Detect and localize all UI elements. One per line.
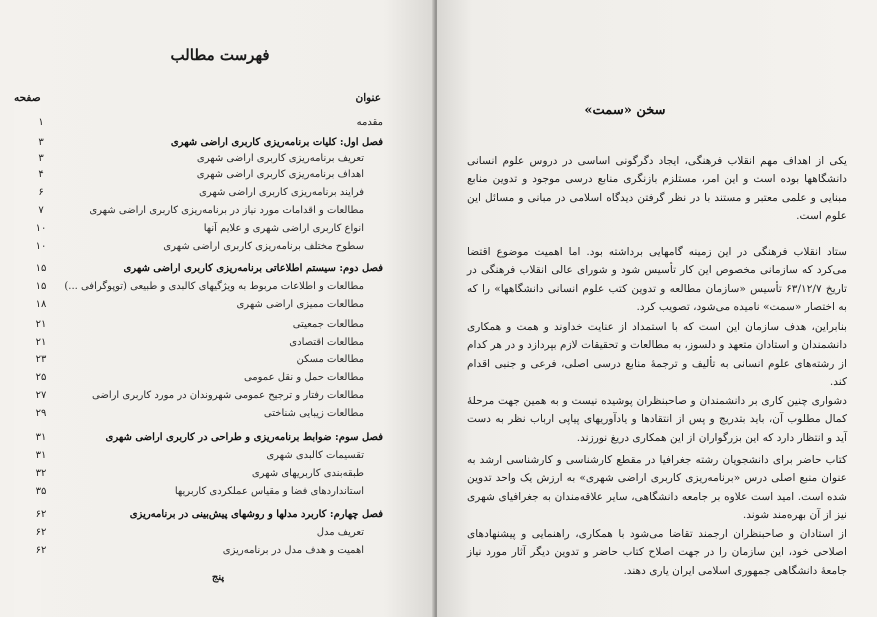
toc-row <box>0 371 436 387</box>
toc-entry-title: فرایند برنامه‌ریزی کاربری اراضی شهری <box>199 187 364 198</box>
toc-header-title: عنوان <box>355 92 381 104</box>
toc-entry-title: مطالعات جمعیتی <box>292 319 364 330</box>
foreword-paragraph-1: یکی از اهداف مهم انقلاب فرهنگی، ایجاد دگرگونی اساسی در دروس علوم انسانی دانشگاهها بوده است و این امر، مستلزم بازنگری منابع درسی موجود و تدوین منابع مبنایی و علمی معتبر و مستند با در نظر گرفتن دیدگاه اسلامی در مبانی و مسائل این علوم است. <box>467 155 847 222</box>
toc-entry-page: ۱۵ <box>35 263 47 274</box>
toc-entry-page: ۱۰ <box>35 223 47 234</box>
toc-chapter-row <box>0 262 436 278</box>
toc-row <box>0 336 436 352</box>
toc-row <box>0 389 436 405</box>
foreword-page <box>437 0 877 617</box>
toc-entry-title: مطالعات رفتار و ترجیح عمومی شهروندان در مورد کاربری اراضی <box>92 390 364 401</box>
foreword-paragraph-5: کتاب حاضر برای دانشجویان رشته جغرافیا در مقطع کارشناسی و کارشناسی ارشد به عنوان منبع اصلی درس «برنامه‌ریزی کاربری اراضی شهری» به ارزش یک واحد تدوین شده است. امید است علاوه بر جامعه دانشگاهی، سایر علاقه‌مندان به جغرافیای شهری نیز از آن بهره‌مند شوند. <box>467 454 847 521</box>
toc-entry-title: سطوح مختلف برنامه‌ریزی کاربری اراضی شهری <box>163 241 364 252</box>
toc-row <box>0 526 436 542</box>
toc-row <box>0 298 436 314</box>
toc-header-page: صفحه <box>14 92 41 617</box>
foreword-paragraph-3: بنابراین، هدف سازمان این است که با استمداد از عنایت خداوند و همت و همکاری دانشمندان و استادان متعهد و دلسوز، به مطالعات و تحقیقات لازم بپردازد و در هر کدام از رشته‌های علوم انسانی به تألیف و ترجمهٔ منابع درسی اصلی، فرعی و جنبی اقدام کند. <box>467 321 847 388</box>
toc-entry-page: ۷ <box>38 205 44 216</box>
page-folio: پنج <box>211 572 225 583</box>
toc-entry-page: ۲۳ <box>35 354 47 365</box>
toc-entry-title: مطالعات ممیزی اراضی شهری <box>236 299 364 310</box>
toc-entry-title: تقسیمات کالبدی شهری <box>266 450 364 461</box>
toc-entry-page: ۲۱ <box>35 337 47 348</box>
toc-row <box>0 467 436 483</box>
toc-entry-title: تعریف برنامه‌ریزی کاربری اراضی شهری <box>196 153 364 164</box>
toc-entry-page: ۱۸ <box>35 299 47 310</box>
toc-entry-title: فصل دوم: سیستم اطلاعاتی برنامه‌ریزی کاربری اراضی شهری <box>123 263 383 274</box>
toc-entry-title: فصل سوم: ضوابط برنامه‌ریزی و طراحی در کاربری اراضی شهری <box>105 432 383 443</box>
toc-entry-page: ۲۷ <box>35 390 47 401</box>
toc-entry-page: ۶ <box>38 187 44 198</box>
toc-entry-page: ۳ <box>38 137 44 148</box>
toc-row <box>0 407 436 423</box>
toc-row <box>0 168 436 184</box>
toc-entry-title: مطالعات و اقدامات مورد نیاز در برنامه‌ریزی کاربری اراضی شهری <box>89 205 364 216</box>
foreword-paragraph-2: ستاد انقلاب فرهنگی در این زمینه گامهایی برداشته بود. اما اهمیت موضوع اقتضا می‌کرد که سازمانی مخصوص این کار تأسیس شود و شورای عالی انقلاب فرهنگی در تاریخ ۶۳/۱۲/۷ تأسیس «سازمان مطالعه و تدوین کتب علوم انسانی دانشگاهها» را که به اختصار «سمت» نامیده می‌شود، تصویب کرد. <box>467 246 847 313</box>
toc-entry-page: ۳۱ <box>35 450 47 461</box>
foreword-paragraph-6: از استادان و صاحبنظران ارجمند تقاضا می‌شود با همکاری، راهنمایی و پیشنهادهای اصلاحی خود، این سازمان را در جهت اصلاح کتاب حاضر و تدوین دیگر آثار مورد نیاز جامعهٔ دانشگاهی جمهوری اسلامی ایران یاری دهند. <box>467 528 847 577</box>
toc-entry-title: استانداردهای فضا و مقیاس عملکردی کاربریها <box>174 486 364 497</box>
toc-entry-title: مطالعات حمل و نقل عمومی <box>243 372 364 383</box>
toc-entry-title: فصل چهارم: کاربرد مدلها و روشهای پیش‌بینی در برنامه‌ریزی <box>129 509 383 520</box>
toc-chapter-row <box>0 136 436 152</box>
toc-entry-title: اهمیت و هدف مدل در برنامه‌ریزی <box>222 545 364 556</box>
toc-chapter-row <box>0 508 436 524</box>
toc-entry-page: ۱ <box>38 117 44 128</box>
toc-entry-title: طبقه‌بندی کاربریهای شهری <box>251 468 364 479</box>
toc-entry-title: مطالعات مسکن <box>296 354 364 365</box>
toc-entry-page: ۳۵ <box>35 486 47 497</box>
toc-entry-title: مطالعات اقتصادی <box>289 337 364 348</box>
toc-row <box>0 116 436 132</box>
toc-entry-page: ۶۲ <box>35 545 47 556</box>
toc-row <box>0 318 436 334</box>
toc-chapter-row <box>0 431 436 447</box>
toc-row <box>0 152 436 168</box>
toc-row <box>0 204 436 220</box>
toc-row <box>0 544 436 560</box>
foreword-paragraph-4: دشواری چنین کاری بر دانشمندان و صاحبنظران پوشیده نیست و به همین جهت مرحلهٔ کمال مطلوب آن، باید بتدریج و پس از انتقادها و یادآوریهای پیاپی ارباب نظر به دست آید و انتظار دارد که این بزرگواران از این همکاری دریغ نورزند. <box>467 395 847 444</box>
toc-entry-title: فصل اول: کلیات برنامه‌ریزی کاربری اراضی شهری <box>170 137 383 148</box>
toc-row <box>0 485 436 501</box>
toc-entry-title: مقدمه <box>356 117 383 128</box>
toc-entry-page: ۶۲ <box>35 527 47 538</box>
toc-entry-title: انواع کاربری اراضی شهری و علایم آنها <box>203 223 364 234</box>
toc-row <box>0 280 436 296</box>
toc-page <box>0 0 436 617</box>
toc-row <box>0 186 436 202</box>
toc-row <box>0 222 436 238</box>
toc-entry-page: ۲۱ <box>35 319 47 330</box>
toc-title: فهرست مطالب <box>170 46 270 64</box>
toc-entry-page: ۳۲ <box>35 468 47 479</box>
toc-row <box>0 353 436 369</box>
toc-entry-page: ۲۵ <box>35 372 47 383</box>
toc-entry-page: ۴ <box>38 169 44 180</box>
toc-entry-page: ۱۰ <box>35 241 47 252</box>
toc-entry-title: مطالعات و اطلاعات مربوط به ویژگیهای کالبدی و طبیعی (توپوگرافی ...) <box>64 281 364 292</box>
toc-entry-page: ۲۹ <box>35 408 47 419</box>
toc-entry-title: مطالعات زیبایی شناختی <box>263 408 364 419</box>
foreword-title: سخن «سمت» <box>584 103 666 118</box>
toc-row <box>0 240 436 256</box>
toc-entry-page: ۳ <box>38 153 44 164</box>
toc-entry-page: ۶۲ <box>35 509 47 520</box>
toc-entry-title: تعریف مدل <box>316 527 364 538</box>
toc-entry-page: ۳۱ <box>35 432 47 443</box>
toc-row <box>0 449 436 465</box>
toc-entry-title: اهداف برنامه‌ریزی کاربری اراضی شهری <box>196 169 364 180</box>
toc-entry-page: ۱۵ <box>35 281 47 292</box>
